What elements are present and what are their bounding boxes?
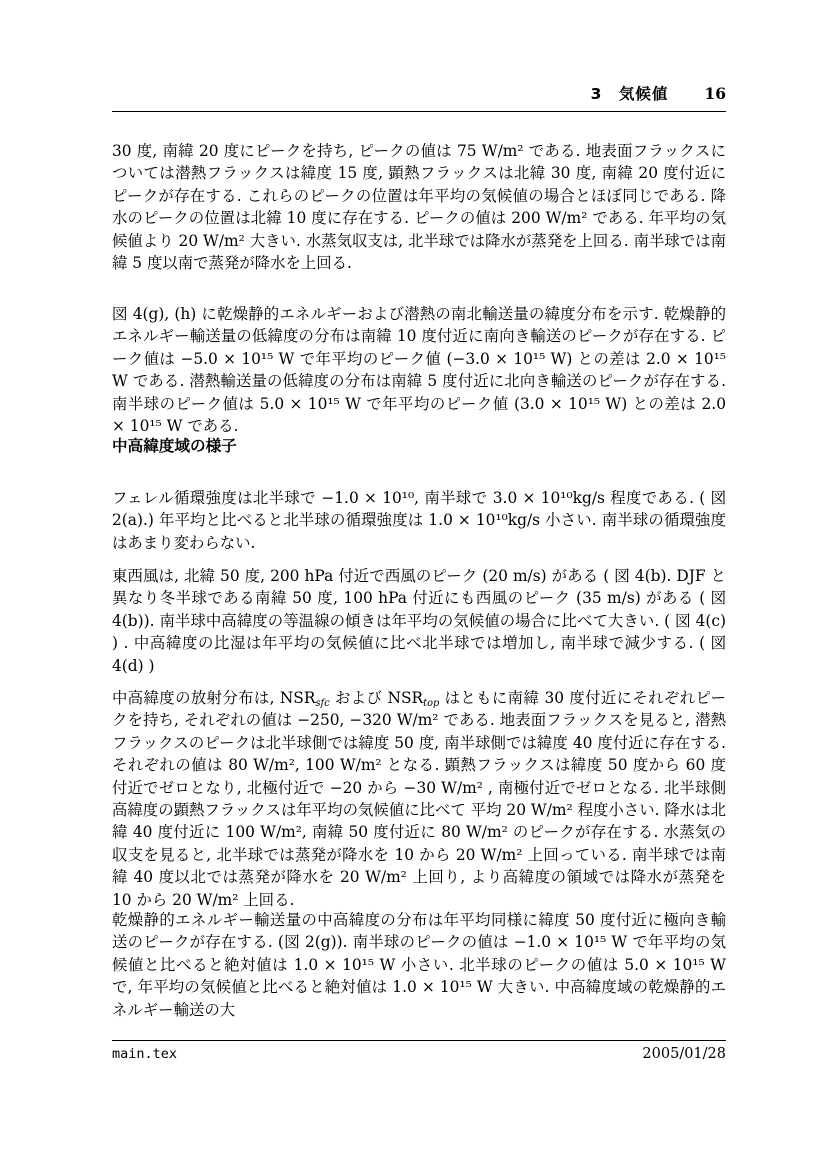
header-page-number: 16	[704, 84, 726, 103]
paragraph-zonal-wind: 東西風は, 北緯 50 度, 200 hPa 付近で西風のピーク (20 m/s) がある ( 図 4(b). DJF と異なり冬半球である南緯 50 度, 100 hPa 付近にも西風のピーク (35 m/s) がある ( 図 4(b)). 南半球中高緯度の等温線の傾きは年平均の気候値の場合に比べて大きい. ( 図 4(c) ) . 中高緯度の比湿は年平均の気候値に比べ北半球では増加し, 南半球で減少する. ( 図 4(d) )	[112, 567, 726, 675]
footer-rule	[112, 1040, 726, 1041]
paragraph-low-latitude-fluxes: 30 度, 南緯 20 度にピークを持ち, ピークの値は 75 W/m² である. 地表面フラックスについては潜熱フラックスは緯度 15 度, 顕熱フラックスは北緯 30 度, 南緯 20 度付近にピークが存在する. これらのピークの位置は年平均の気候値の場合とほぼ同じである. 降水のピークの位置は北緯 10 度に存在する. ピークの値は 200 W/m² である. 年平均の気候値より 20 W/m² 大きい. 水蒸気収支は, 北半球では降水が蒸発を上回る. 南半球では南緯 5 度以南で蒸発が降水を上回る.	[112, 142, 726, 273]
header-rule	[112, 111, 726, 112]
header-section-title: 3 気候値	[590, 85, 669, 103]
footer-date: 2005/01/28	[642, 1046, 726, 1062]
paragraph-dry-static-energy-transport: 乾燥静的エネルギー輸送量の中高緯度の分布は年平均同様に緯度 50 度付近に極向き輸送のピークが存在する. (図 2(g)). 南半球のピークの値は −1.0 × 10¹⁵ W で年平均の気候値と比べると絶対値は 1.0 × 10¹⁵ W 小さい. 北半球のピークの値は 5.0 × 10¹⁵ W で, 年平均の気候値と比べると絶対値は 1.0 × 10¹⁵ W 大きい. 中高緯度域の乾燥静的エネルギー輸送の大	[112, 911, 726, 1019]
footer-filename: main.tex	[112, 1046, 178, 1062]
page-header	[112, 84, 726, 104]
paragraph-energy-transport-low-latitude: 図 4(g), (h) に乾燥静的エネルギーおよび潜熱の南北輸送量の緯度分布を示す. 乾燥静的エネルギー輸送量の低緯度の分布は南緯 10 度付近に南向き輸送のピークが存在する. ピーク値は −5.0 × 10¹⁵ W で年平均のピーク値 (−3.0 × 10¹⁵ W) との差は 2.0 × 10¹⁵ W である. 潜熱輸送量の低緯度の分布は南緯 5 度付近に北向き輸送のピークが存在する. 南半球のピーク値は 5.0 × 10¹⁵ W で年平均のピーク値 (3.0 × 10¹⁵ W) との差は 2.0 × 10¹⁵ W である.	[112, 305, 726, 436]
subsection-heading-mid-high-latitudes: 中高緯度域の様子	[112, 437, 237, 455]
page-footer	[112, 1046, 726, 1062]
paragraph-ferrel-circulation: フェレル循環強度は北半球で −1.0 × 10¹⁰, 南半球で 3.0 × 10¹⁰kg/s 程度である. ( 図 2(a).) 年平均と比べると北半球の循環強度は 1.0 × 10¹⁰kg/s 小さい. 南半球の循環強度はあまり変わらない.	[112, 489, 726, 552]
paragraph-radiation-distribution: 中高緯度の放射分布は, $NSR_{sfc}$ および $NSR_{top}$ はともに南緯 30 度付近にそれぞれピークを持ち, それぞれの値は −250, −320 W/m² である. 地表面フラックスを見ると, 潜熱フラックスのピークは北半球側では緯度 50 度, 南半球側では緯度 40 度付近に存在する. それぞれの値は 80 W/m², 100 W/m² となる. 顕熱フラックスは緯度 50 度から 60 度付近でゼロとなり, 北極付近で −20 から −30 W/m² , 南極付近でゼロとなる. 北半球側高緯度の顕熱フラックスは年平均の気候値に比べて 平均 20 W/m² 程度小さい. 降水は北緯 40 度付近に 100 W/m², 南緯 50 度付近に 80 W/m² のピークが存在する. 水蒸気の収支を見ると, 北半球では蒸発が降水を 10 から 20 W/m² 上回っている. 南半球では南緯 40 度以北では蒸発が降水を 20 W/m² 上回り, より高緯度の領域では降水が蒸発を 10 から 20 W/m² 上回る.	[112, 689, 726, 909]
